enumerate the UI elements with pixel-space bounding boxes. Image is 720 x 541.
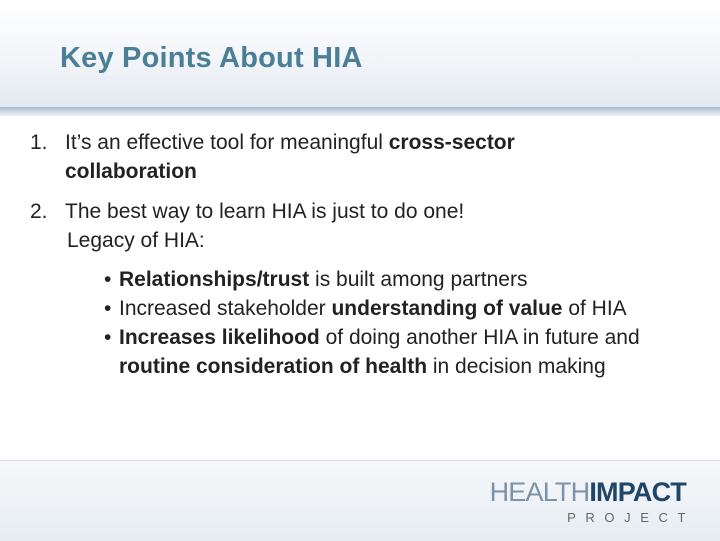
item-line: The best way to learn HIA is just to do one! (65, 200, 465, 223)
item-number: 2. (30, 200, 48, 223)
text-segment: Increased stakeholder (119, 297, 332, 320)
bold-text-segment: cross-sector collaboration (65, 131, 515, 183)
bullet-item (104, 265, 674, 294)
bullet-list (104, 265, 674, 381)
text-segment: of doing another HIA in future and (319, 326, 640, 349)
text-segment: It’s an effective tool for meaningful (65, 131, 389, 154)
bullet-marker: • (104, 268, 112, 291)
item-number: 1. (30, 131, 48, 154)
text-segment: is built among partners (309, 268, 528, 291)
item-text (65, 197, 625, 255)
text-segment: of HIA (562, 297, 627, 320)
logo-word-health: HEALTH (489, 477, 590, 507)
bullet-item (104, 323, 674, 381)
bullet-item (104, 294, 674, 323)
logo-wordmark (490, 478, 686, 506)
bold-text-segment: understanding of value (331, 297, 563, 320)
item-text (65, 128, 625, 186)
item-subheading: Legacy of HIA: (67, 229, 205, 252)
logo-word-project: PROJECT (567, 510, 695, 525)
slide-title: Key Points About HIA (60, 42, 363, 74)
bullet-marker: • (104, 297, 112, 320)
logo-word-impact: IMPACT (589, 477, 686, 507)
bold-text-segment: routine consideration of health (119, 355, 428, 378)
health-impact-project-logo (489, 477, 695, 525)
bold-text-segment: Increases likelihood (119, 326, 320, 349)
text-segment: in decision making (427, 355, 606, 378)
bold-text-segment: Relationships/trust (119, 268, 310, 291)
header-divider (0, 107, 720, 116)
bullet-marker: • (104, 326, 112, 349)
